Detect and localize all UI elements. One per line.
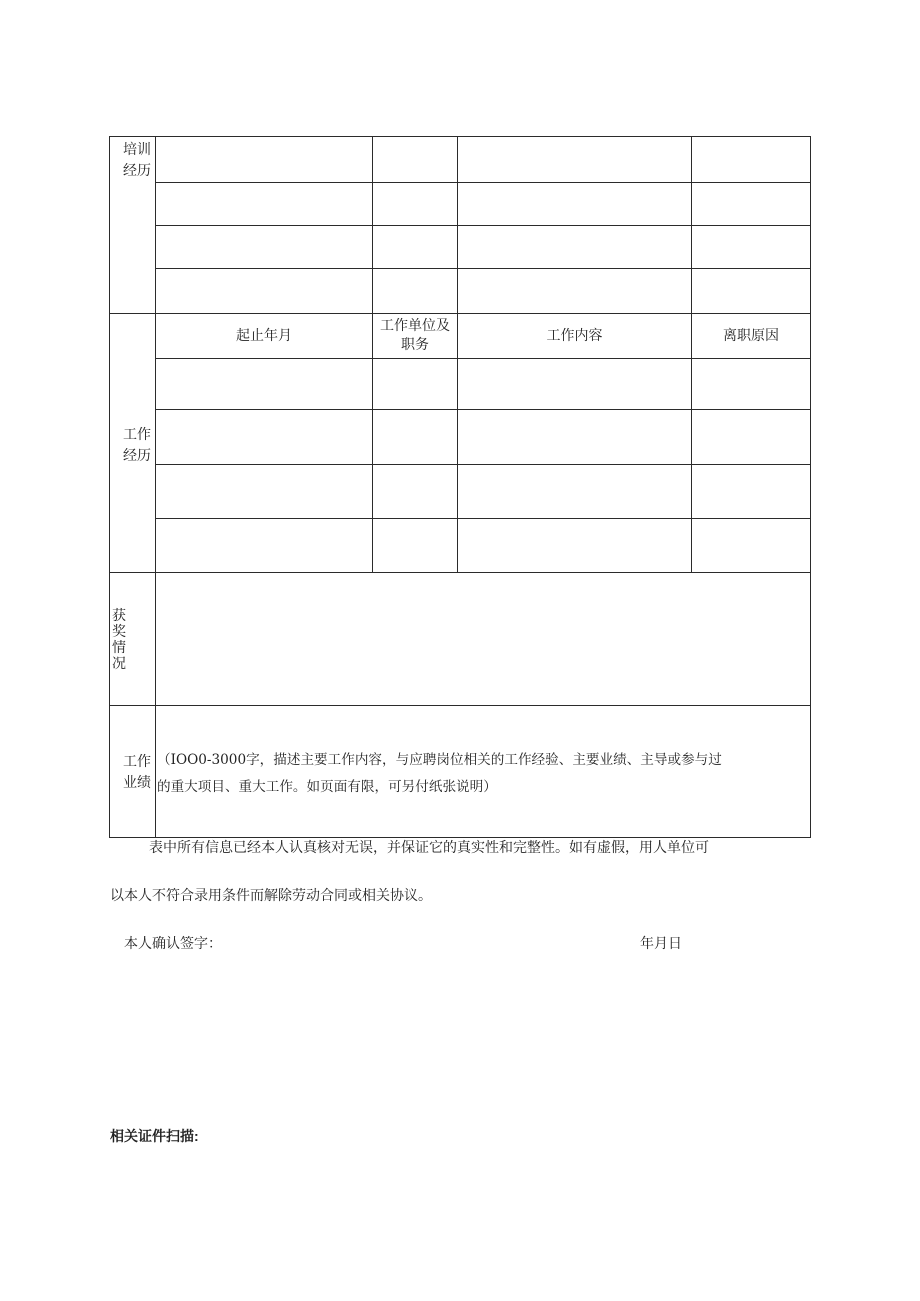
performance-note-line1: （IOO0-3000字，描述主要工作内容，与应聘岗位相关的工作经验、主要业绩、主导或参与过 [157, 752, 722, 768]
resume-table [109, 136, 811, 838]
header-employer-position: 工作单位及职务 [380, 318, 450, 353]
row-line [155, 464, 811, 465]
signature-label: 本人确认签字： [124, 936, 222, 952]
row-line [155, 268, 811, 269]
column-line [691, 136, 692, 573]
work-label: 工作经历 [123, 427, 151, 464]
label-column-line [155, 136, 156, 838]
row-line [155, 358, 811, 359]
row-line [155, 518, 811, 519]
section-line [109, 705, 811, 706]
declaration-line2: 以本人不符合录用条件而解除劳动合同或相关协议。 [110, 888, 432, 904]
section-line [109, 572, 811, 573]
row-line [155, 225, 811, 226]
signature-date: 年月日 [640, 936, 682, 952]
training-label: 培训经历 [123, 142, 151, 179]
table-border-left [109, 136, 110, 838]
performance-label: 工作业绩 [123, 754, 151, 791]
awards-label: 获奖情况 [112, 608, 126, 672]
header-job-content: 工作内容 [546, 328, 603, 344]
table-border-right [810, 136, 811, 838]
header-period: 起止年月 [236, 328, 292, 344]
row-line [155, 182, 811, 183]
performance-note-line2: 的重大项目、重大工作。如页面有限，可另付纸张说明） [157, 779, 497, 795]
declaration-line1: 表中所有信息已经本人认真核对无误，并保证它的真实性和完整性。如有虚假，用人单位可 [149, 840, 709, 856]
attachments-label: 相关证件扫描: [110, 1128, 199, 1144]
column-line [457, 136, 458, 573]
table-border-top [109, 136, 811, 137]
column-line [372, 136, 373, 573]
section-line [109, 313, 811, 314]
row-line [155, 409, 811, 410]
header-leave-reason: 离职原因 [723, 328, 779, 344]
